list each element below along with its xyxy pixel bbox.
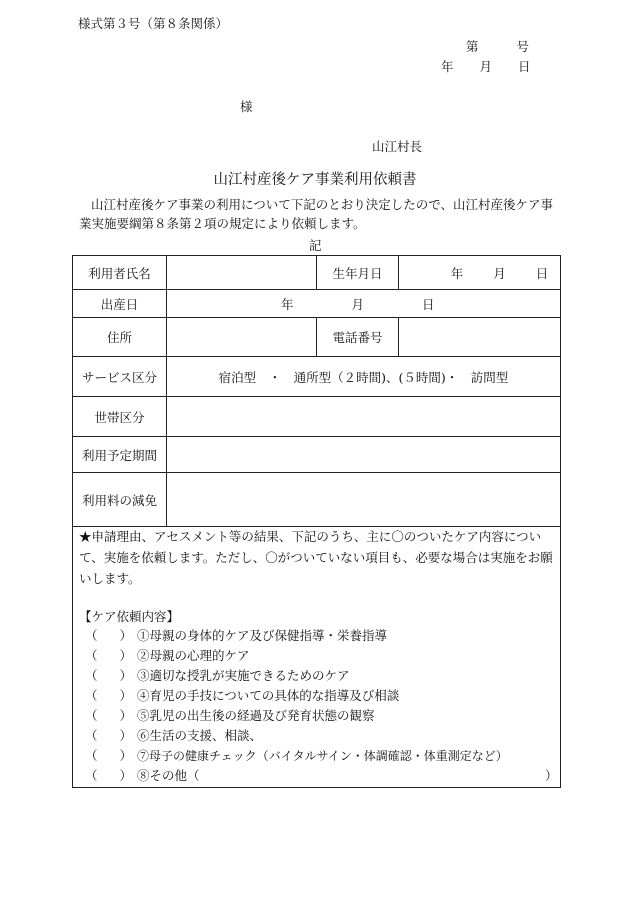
number-dai: 第 (466, 39, 479, 54)
care-item-3[interactable] (85, 666, 350, 684)
intro-text: 山江村産後ケア事業の利用について下記のとおり決定したので、山江村産後ケア事業実施要綱第８条第２項の規定により依頼します。 (79, 197, 554, 231)
paren-close: ） (119, 648, 133, 663)
date-day: 日 (518, 59, 531, 74)
number-go: 号 (516, 39, 530, 54)
care-item-text: ⑤乳児の出生後の経過及び発育状態の観察 (137, 708, 375, 723)
address-label: 住所 (73, 318, 167, 357)
delivery-month: 月 (351, 296, 365, 312)
delivery-day: 日 (422, 296, 435, 312)
address-field[interactable] (167, 318, 317, 357)
period-label: 利用予定期間 (73, 437, 167, 473)
paren-open: （ (85, 748, 98, 763)
paren-open: （ (85, 628, 98, 643)
paren-open: （ (85, 768, 98, 783)
paren-open: （ (85, 728, 98, 743)
delivery-year: 年 (281, 296, 294, 312)
birth-month: 月 (493, 265, 506, 281)
paren-close: ） (119, 628, 133, 643)
care-item-text: ③適切な授乳が実施できるためのケア (137, 668, 350, 683)
care-item-text: ⑦母子の健康チェック（バイタルサイン・体調確認・体重測定など） (137, 749, 508, 763)
paren-close: ） (119, 768, 133, 783)
paren-close: ） (119, 668, 133, 683)
issue-date (441, 57, 531, 75)
household-label: 世帯区分 (73, 397, 167, 437)
service-options[interactable]: 宿泊型 ・ 通所型（２時間)、(５時間)・ 訪問型 (167, 357, 561, 397)
form-number: 様式第３号（第８条関係） (78, 16, 229, 31)
paren-close: ） (119, 728, 133, 743)
birth-year: 年 (450, 265, 464, 281)
other-close-paren: ） (545, 768, 558, 783)
fee-reduction-field[interactable] (167, 473, 561, 527)
table-row (73, 290, 561, 318)
care-item-text: ②母親の心理的ケア (137, 648, 250, 663)
care-item-2[interactable] (85, 646, 250, 664)
paren-close: ） (119, 748, 133, 763)
care-item-text: ①母親の身体的ケア及び保健指導・栄養指導 (137, 628, 388, 643)
document-number (466, 37, 529, 55)
birth-day: 日 (535, 265, 549, 281)
service-label: サービス区分 (73, 357, 167, 397)
care-item-6[interactable] (85, 726, 262, 744)
care-note: ★申請理由、アセスメント等の結果、下記のうち、主に〇のついたケア内容について、実施を依頼します。ただし、〇がついていない項目も、必要な場合は実施をお願いします。 (79, 529, 553, 586)
care-item-1[interactable] (85, 626, 387, 644)
ki-heading: 記 (309, 238, 322, 253)
care-item-5[interactable] (85, 706, 375, 724)
care-request-section (72, 523, 561, 788)
addressee-suffix: 様 (240, 99, 253, 114)
care-item-7[interactable] (85, 746, 508, 764)
issuer: 山江村長 (372, 139, 423, 154)
table-row (73, 473, 561, 527)
period-field[interactable] (167, 437, 561, 473)
care-item-text: ⑥生活の支援、相談、 (137, 728, 263, 743)
care-item-text: ④育児の手技についての具体的な指導及び相談 (137, 688, 400, 703)
table-row (73, 397, 561, 437)
phone-field[interactable] (399, 318, 561, 357)
paren-open: （ (85, 688, 98, 703)
paren-open: （ (85, 708, 98, 723)
delivery-date-field[interactable] (167, 290, 561, 318)
paren-open: （ (85, 668, 98, 683)
paren-close: ） (119, 688, 133, 703)
user-name-label: 利用者氏名 (73, 256, 167, 290)
table-row (73, 318, 561, 357)
delivery-date-label: 出産日 (73, 290, 167, 318)
date-month: 月 (479, 59, 493, 74)
date-year: 年 (441, 59, 454, 74)
care-heading: 【ケア依頼内容】 (79, 609, 180, 624)
household-field[interactable] (167, 397, 561, 437)
care-item-text: ⑧その他（ (137, 768, 200, 783)
care-item-8[interactable] (85, 766, 200, 784)
request-form-table (72, 255, 561, 527)
paren-close: ） (119, 708, 133, 723)
document-title: 山江村産後ケア事業利用依頼書 (213, 172, 417, 188)
table-row (73, 256, 561, 290)
table-row (73, 357, 561, 397)
user-name-field[interactable] (167, 256, 317, 290)
fee-reduction-label: 利用料の減免 (73, 473, 167, 527)
table-row (73, 437, 561, 473)
birthdate-label: 生年月日 (317, 256, 399, 290)
birthdate-field[interactable] (399, 256, 561, 290)
phone-label: 電話番号 (317, 318, 399, 357)
paren-open: （ (85, 648, 98, 663)
care-item-4[interactable] (85, 686, 399, 704)
